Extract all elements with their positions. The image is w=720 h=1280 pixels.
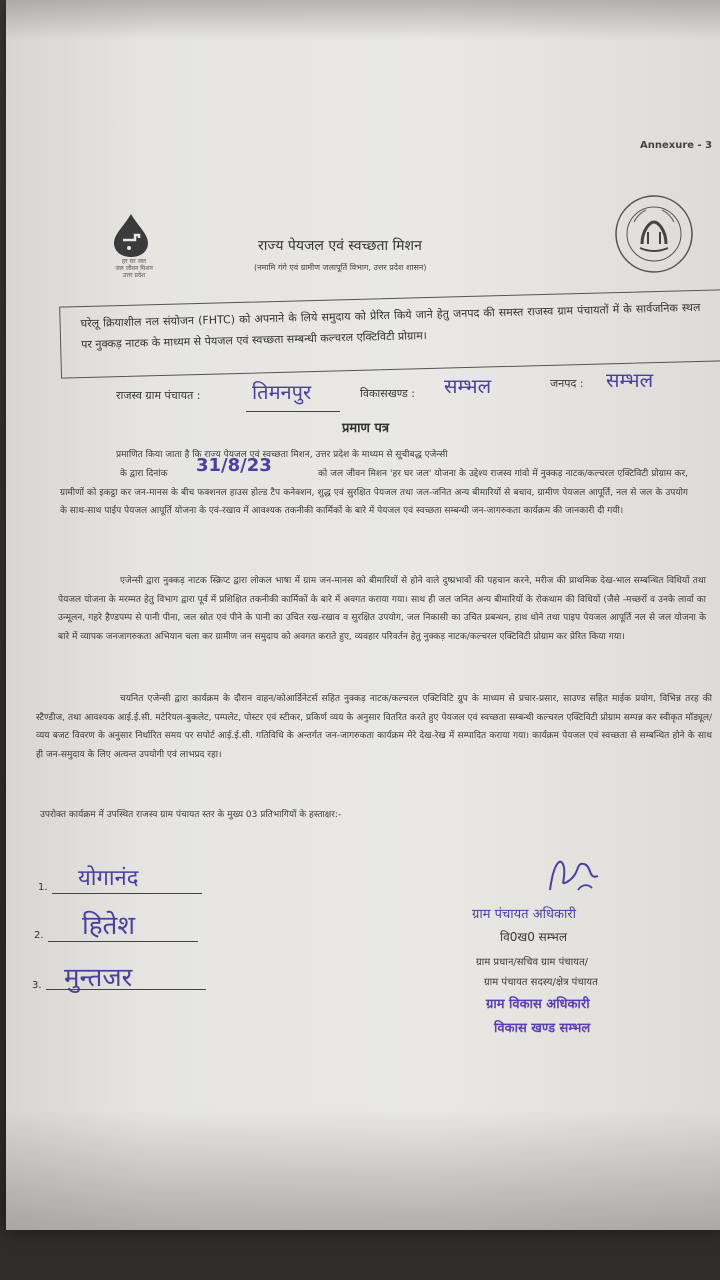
logo-caption-line-3: उत्तर प्रदेश: [122, 272, 146, 279]
district-label: जनपद :: [550, 377, 584, 390]
gram-panchayat-value: तिमनपुर: [252, 380, 312, 404]
banner-text: घरेलू क्रियाशील नल संयोजन (FHTC) को अपनाने के लिये समुदाय को प्रेरित किये जाने हेतु जनपद की समस्त राजस्व ग्राम पंचायतों में के सार्वजनिक स्थल पर नुक्कड़ नाटक के माध्यम से पेयजल एवं स्वच्छता सम्बन्धी कल्चरल एक्टिविटी प्रोग्राम।: [80, 300, 701, 352]
certificate-heading: प्रमाण पत्र: [342, 421, 390, 436]
paragraph-1-date-label: के द्वारा दिनांक: [120, 469, 168, 479]
block-label: विकासखण्ड :: [360, 387, 416, 400]
water-drop-logo-icon: [106, 212, 156, 262]
paragraph-1-line-1: प्रमाणित किया जाता है कि राज्य पेयजल एवं स्वच्छता मिशन, उत्तर प्रदेश के माध्यम से सूचीबद्ध एजेन्सी: [116, 450, 448, 460]
header-title: राज्य पेयजल एवं स्वच्छता मिशन: [258, 238, 422, 254]
participant-3-number: 3.: [32, 980, 42, 991]
up-govt-emblem-icon: [612, 192, 696, 280]
paragraph-2: एजेन्सी द्वारा नुक्कड़ नाटक स्क्रिप्ट द्वारा लोकल भाषा में ग्राम जन-मानस को बीमारियों से होने वाले दुष्प्रभावों की पहचान करने, मरीज की प्राथमिक देख-भाल सम्बन्धित विधियों तथा पेयजल योजना के मरम्मत हेतु विभाग द्वारा पूर्व में प्रशिक्षित तकनीकी कार्मिकों के बारे में अवगत कराया गया। साथ ही जल जनित अन्य बीमारियों के रोकथाम की विधियों (जैसे -मच्छरों व उनके लार्वा का उन्मूलन, गहरे हैण्डपम्प से पानी पीना, जल स्रोत एवं पीने के पानी का उचित रख-रखाव व सुरक्षित उपयोग, जल निकासी का उचित प्रबन्धन, हाथ धोने तथा पाइप पेयजल आपूर्ति नल से जल योजना के बारे में व्यापक जनजागरुकता अभियान चला कर ग्रामीण जन समुदाय को अवगत कराते हुए, व्यवहार परिवर्तन हेतु नुक्कड़ नाटक/कल्चरल एक्टिविटी प्रोग्राम कर प्रेरित किया गया।: [58, 576, 706, 642]
logo-caption-line-1: हर घर जल: [122, 258, 146, 265]
participant-1-number: 1.: [38, 882, 48, 893]
officer-stamp-line-1: ग्राम विकास अधिकारी: [486, 997, 590, 1012]
paper-shadow-bottom: [6, 1110, 720, 1230]
participant-3-line: [46, 988, 206, 990]
gram-panchayat-label: राजस्व ग्राम पंचायत :: [116, 389, 201, 402]
annexure-label: Annexure - 3: [640, 140, 713, 151]
logo-caption: [104, 258, 164, 279]
handwritten-date: 31/8/23: [196, 455, 272, 476]
header-subtitle: (नमामि गंगे एवं ग्रामीण जलापूर्ति विभाग, उत्तर प्रदेश शासन): [254, 263, 427, 272]
paper-shadow-top: [6, 0, 720, 40]
gram-panchayat-underline: [246, 410, 340, 412]
officer-role-line-2: ग्राम पंचायत सदस्य/क्षेत्र पंचायत: [484, 977, 598, 988]
paragraph-1-body: को जल जीवन मिशन 'हर घर जल' योजना के उद्देश्य राजस्व गांवो में नुक्कड़ नाटक/कल्चरल एक्टिविटी प्रोग्राम कर, ग्रामीणों को इकट्ठा कर जन-मानस के बीच फक्शनल हाउस होल्ड टैप कनेक्शन, शुद्ध एवं सुरक्षित पेयजल तथा जल-जनित अन्य बीमारियों से बचाव, ग्रामीण पेयजल आपूर्ति, नल से जल के उपयोग के साथ-साथ पाईप पेयजल आपूर्ति योजना के एवं-रखाव में आवश्यक तकनीकी कार्मिकों के बारे में पेयजल एवं स्वच्छता सम्बन्धी जन-जागरुकता कार्यक्रम की जानकारी दी गयी।: [60, 469, 688, 516]
participant-2-signature: हितेश: [82, 911, 136, 941]
participant-1-signature: योगानंद: [78, 866, 139, 891]
officer-role-line-1: ग्राम प्रधान/सचिव ग्राम पंचायत/: [476, 957, 589, 968]
participant-2-number: 2.: [34, 930, 44, 941]
district-value: सम्भल: [606, 368, 654, 392]
paragraph-3: चयनित एजेन्सी द्वारा कार्यक्रम के दौरान वाहन/कोआर्डिनेटर्स सहित नुक्कड़ नाटक/कल्चरल एक्टिविटि ग्रुप के माध्यम से प्रचार-प्रसार, साउण्ड सहित माईक प्रयोग, विभिन्न तरह की स्टैण्डीज, तथा आवश्यक आई.ई.सी. मटेरियल-बुकलेट, पम्पलेट, पोस्टर एवं स्टीकर, प्रकिर्ण व्यय के अनुसार वितरित करते हुए पेयजल एवं स्वच्छता सम्बन्धी कल्चरल एक्टिविटी प्रोग्राम सम्पन्न कर स्वीकृत मॉड्यूल/व्यय बजट विवरण के अनुसार निर्धारित समय पर सपोर्ट आई.ई.सी. गतिविधि के अन्तर्गत जन-जागरुकता कार्यक्रम मेरे देख-रेख में सम्पादित कराया गया। कार्यक्रम पेयजल एवं स्वच्छता से सम्बन्धित होने के साथ ही जन-समुदाय के लिए अत्यन्त उपयोगी एवं लाभप्रद रहा।: [36, 694, 712, 760]
logo-caption-line-2: जल जीवन मिशन: [115, 265, 153, 272]
officer-title: ग्राम पंचायत अधिकारी: [472, 907, 577, 922]
officer-signature-scribble-icon: [540, 850, 610, 904]
officer-signature-line: वि0ख0 सम्भल: [500, 930, 567, 944]
participant-3-signature: मुन्तजर: [64, 963, 133, 993]
participant-1-line: [52, 892, 202, 894]
block-value: सम्भल: [444, 374, 492, 398]
participants-intro: उपरोक्त कार्यक्रम में उपस्थित राजस्व ग्राम पंचायत स्तर के मुख्य 03 प्रतिभागियों के हस्ताक्षर:-: [40, 810, 342, 820]
officer-stamp-line-2: विकास खण्ड सम्भल: [494, 1021, 591, 1036]
participant-2-line: [48, 940, 198, 942]
